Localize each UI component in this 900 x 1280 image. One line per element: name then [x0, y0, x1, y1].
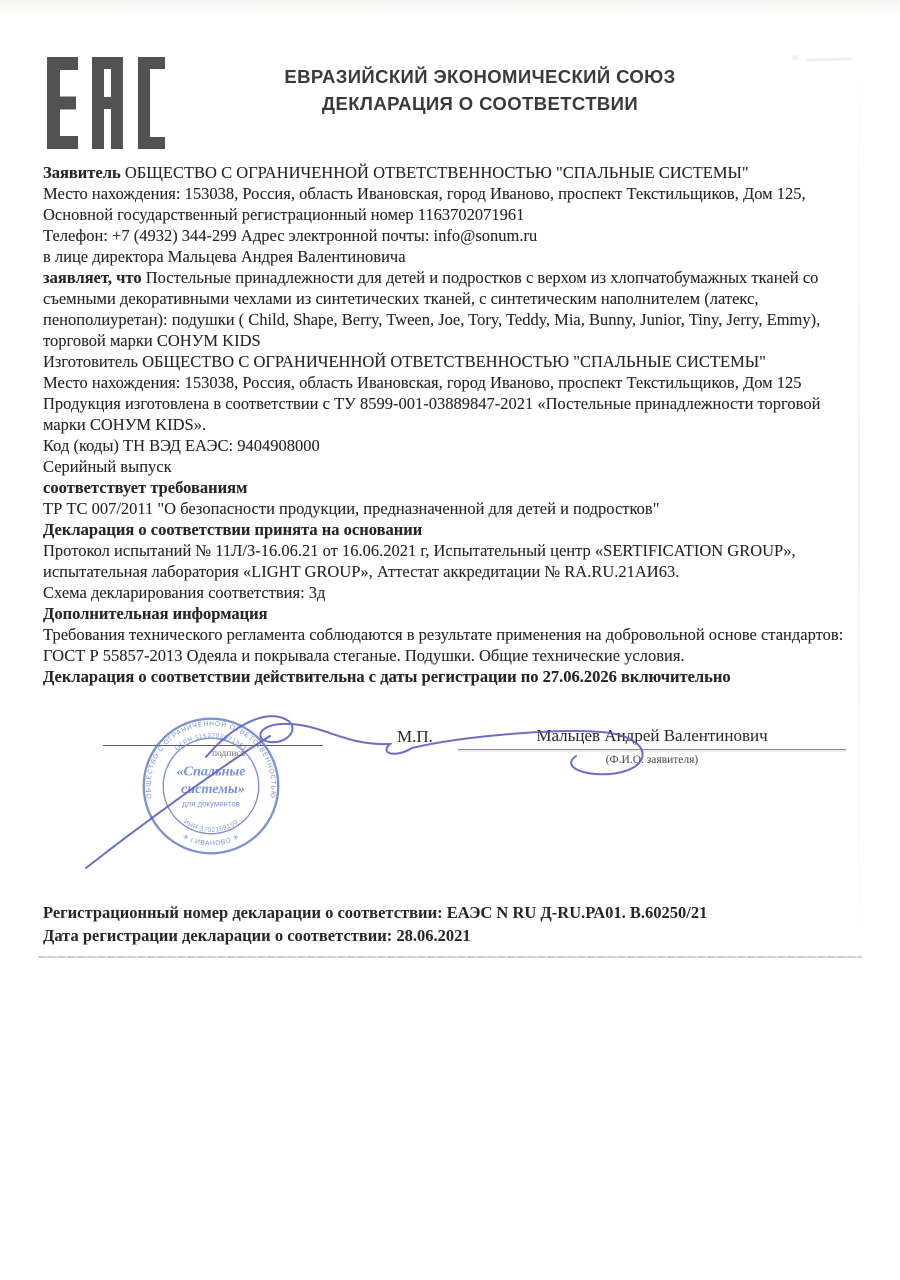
applicant-address-line: Место нахождения: 153038, Россия, область Ивановская, город Иваново, проспект Текстильщиков, Дом 125, Основной государственный регистрационный номер 1163702071961: [43, 184, 806, 224]
meets-requirements-heading: соответствует требованиям: [43, 478, 248, 497]
eac-logo-icon: [47, 57, 165, 149]
signature-caption: подпись: [212, 749, 246, 759]
additional-info-heading: Дополнительная информация: [43, 604, 268, 623]
scan-artifact-top: [0, 0, 900, 18]
stamp-inn: ИНН 3702159100: [182, 818, 240, 834]
title-union: ЕВРАЗИЙСКИЙ ЭКОНОМИЧЕСКИЙ СОЮЗ: [284, 66, 676, 87]
stamp-center-line2: системы»: [181, 780, 245, 797]
phone-email-line: Телефон: +7 (4932) 344-299 Адрес электронной почты: info@sonum.ru: [43, 226, 538, 245]
fullname-line: [458, 749, 846, 750]
stamp-ogrn: ОГРН 1163702071961: [173, 732, 249, 753]
scheme-line: Схема декларирования соответствия: 3д: [43, 583, 326, 602]
scan-smudge: [806, 57, 852, 62]
document-body: [43, 162, 861, 687]
title-declaration: ДЕКЛАРАЦИЯ О СООТВЕТСТВИИ: [321, 93, 639, 114]
additional-info-text: Требования технического регламента соблюдаются в результате применения на добровольной основе стандартов: ГОСТ Р 55857-2013 Одеяла и покрывала стеганые. Подушки. Общие технические условия.: [43, 625, 844, 665]
fullname-caption: (Ф.И.О. заявителя): [605, 754, 699, 766]
svg-text:✳ г.ИВАНОВО ✳: [181, 833, 240, 848]
footer-rule: [38, 956, 862, 958]
document-title: [150, 63, 810, 117]
stamp-center-line3: для документов: [182, 799, 240, 809]
company-stamp: [133, 708, 289, 864]
stamp-company-name: ОБЩЕСТВО С ОГРАНИЧЕННОЙ ОТВЕТСТВЕННОСТЬЮ: [145, 720, 277, 800]
declares-value: Постельные принадлежности для детей и подростков с верхом из хлопчатобумажных тканей со съемными декоративными чехлами из синтетических тканей, с синтетическим наполнителем (латекс, пенополиуретан): подушки ( Child, Shape, Berry, Tween, Joe, Tory, Teddy, Mia, Bunny, Junior, Tiny, Jerry, Emmy), торговой марки СОНУМ KIDS: [43, 268, 821, 350]
scan-smudge: [792, 55, 798, 60]
applicant-line: [43, 162, 861, 183]
applicant-fullname: Мальцев Андрей Валентинович: [536, 726, 768, 745]
registration-number-line: Регистрационный номер декларации о соответствии: ЕАЭС N RU Д-RU.РА01. В.60250/21: [43, 903, 708, 922]
basis-heading: Декларация о соответствии принята на основании: [43, 520, 423, 539]
director-line: в лице директора Мальцева Андрея Валентиновича: [43, 247, 406, 266]
applicant-label: Заявитель: [43, 163, 121, 182]
tnved-code-line: Код (коды) ТН ВЭД ЕАЭС: 9404908000: [43, 436, 320, 455]
declares-label: заявляет, что: [43, 268, 142, 287]
manufacturer-line: Изготовитель ОБЩЕСТВО С ОГРАНИЧЕННОЙ ОТВЕТСТВЕННОСТЬЮ "СПАЛЬНЫЕ СИСТЕМЫ": [43, 352, 766, 371]
registration-date-line: Дата регистрации декларации о соответствии: 28.06.2021: [43, 926, 471, 945]
stamp-center-line1: «Спальные: [176, 763, 246, 780]
svg-text:ИНН 3702159100: [182, 819, 239, 834]
declares-line: [43, 267, 861, 351]
tu-line: Продукция изготовлена в соответствии с ТУ 8599-001-03889847-2021 «Постельные принадлежности торговой марки СОНУМ KIDS».: [43, 394, 821, 434]
tr-ts-line: ТР ТС 007/2011 "О безопасности продукции, предназначенной для детей и подростков": [43, 499, 660, 518]
protocol-line: Протокол испытаний № 11Л/З-16.06.21 от 16.06.2021 г, Испытательный центр «SERTIFICATION GROUP», испытательная лаборатория «LIGHT GROUP», Аттестат аккредитации № RA.RU.21АИ63.: [43, 541, 796, 581]
validity-line: Декларация о соответствии действительна с даты регистрации по 27.06.2026 включительно: [43, 667, 731, 686]
stamp-place-label: М.П.: [397, 727, 433, 746]
serial-line: Серийный выпуск: [43, 457, 172, 476]
eac-logo-letters: [47, 57, 165, 149]
manufacturer-address-line: Место нахождения: 153038, Россия, область Ивановская, город Иваново, проспект Текстильщиков, Дом 125: [43, 373, 802, 392]
stamp-city: ✳ г.ИВАНОВО ✳: [181, 833, 241, 848]
stamp-center-text: [176, 763, 245, 808]
applicant-value: ОБЩЕСТВО С ОГРАНИЧЕННОЙ ОТВЕТСТВЕННОСТЬЮ "СПАЛЬНЫЕ СИСТЕМЫ": [120, 163, 749, 182]
